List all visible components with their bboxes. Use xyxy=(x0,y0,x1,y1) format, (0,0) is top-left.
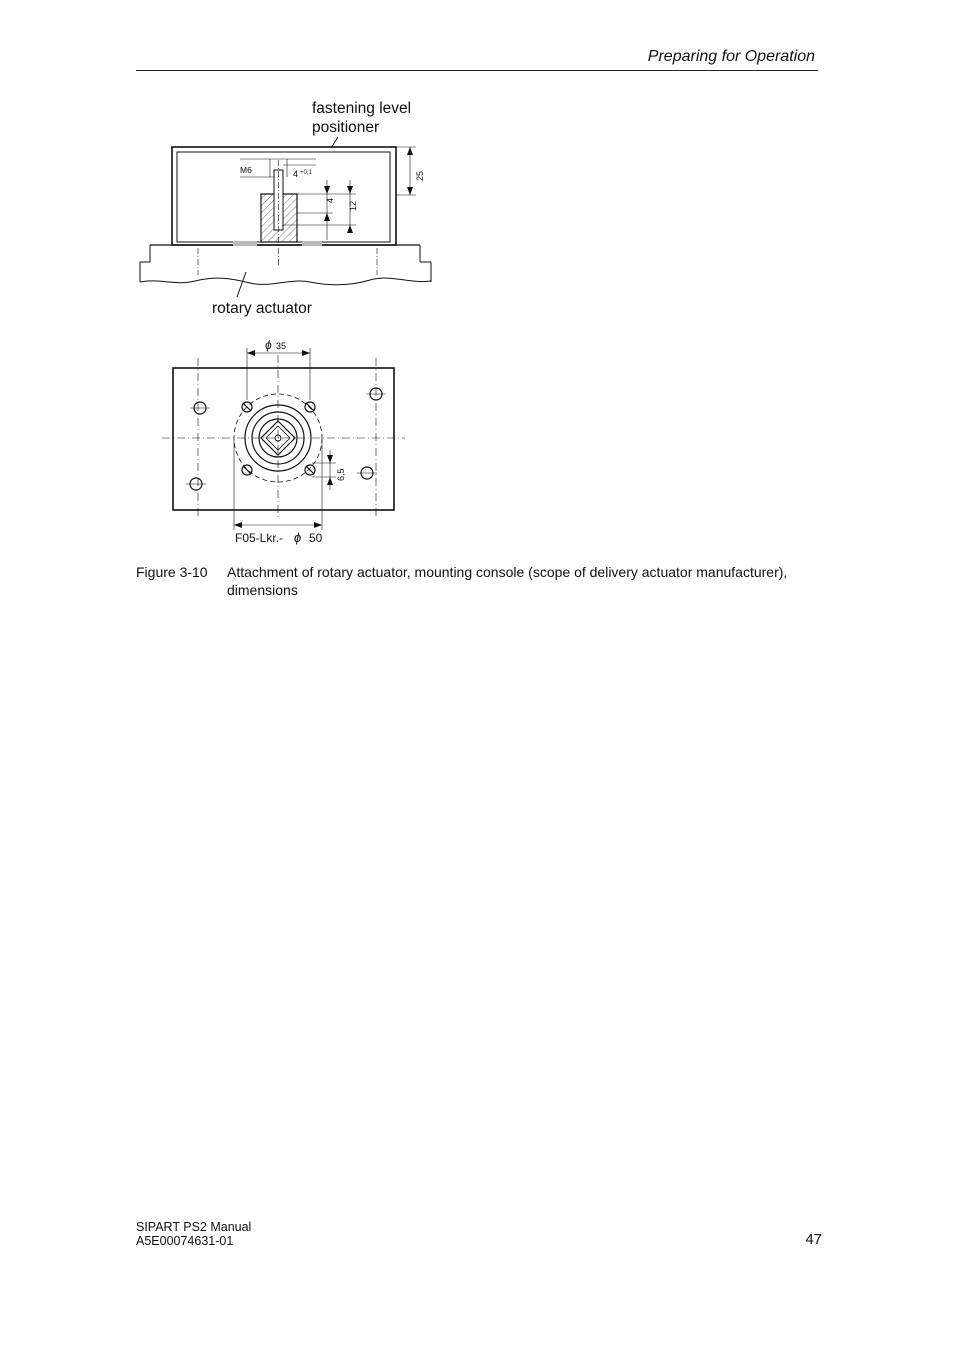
mounting-drawing xyxy=(120,90,450,560)
footer-doc-number: A5E00074631-01 xyxy=(136,1234,234,1248)
top-view xyxy=(162,348,405,530)
dim-m6: M6 xyxy=(240,165,252,175)
dim-12: 12 xyxy=(348,200,358,211)
dim-tolerance: +0,1 xyxy=(300,170,312,176)
label-rotary-actuator: rotary actuator xyxy=(212,300,312,317)
dim-phi35: 35 xyxy=(276,341,287,351)
footer-manual-title: SIPART PS2 Manual xyxy=(136,1220,252,1234)
caption-text: Attachment of rotary actuator, mounting console (scope of delivery actuator manufacturer), dimensions xyxy=(227,564,788,598)
dim-f05-label: F05-Lkr.- xyxy=(235,531,284,545)
dim-4: 4 xyxy=(293,169,299,179)
page-number: 47 xyxy=(805,1231,822,1248)
page-header-title: Preparing for Operation xyxy=(647,48,815,65)
phi-symbol-f05: ϕ xyxy=(294,530,302,545)
header-rule xyxy=(136,70,818,71)
side-view xyxy=(140,137,431,297)
label-fastening-line2: positioner xyxy=(312,119,380,136)
dim-f05-value: 50 xyxy=(309,531,323,545)
page-footer xyxy=(136,1220,251,1248)
caption-number: Figure 3-10 xyxy=(136,564,208,580)
dim-25: 25 xyxy=(415,170,425,181)
dim-4-vertical: 4 xyxy=(325,197,335,203)
dim-6-5: 6,5 xyxy=(336,468,346,481)
phi-symbol: ϕ xyxy=(265,338,272,352)
label-fastening-line1: fastening level xyxy=(312,100,412,117)
